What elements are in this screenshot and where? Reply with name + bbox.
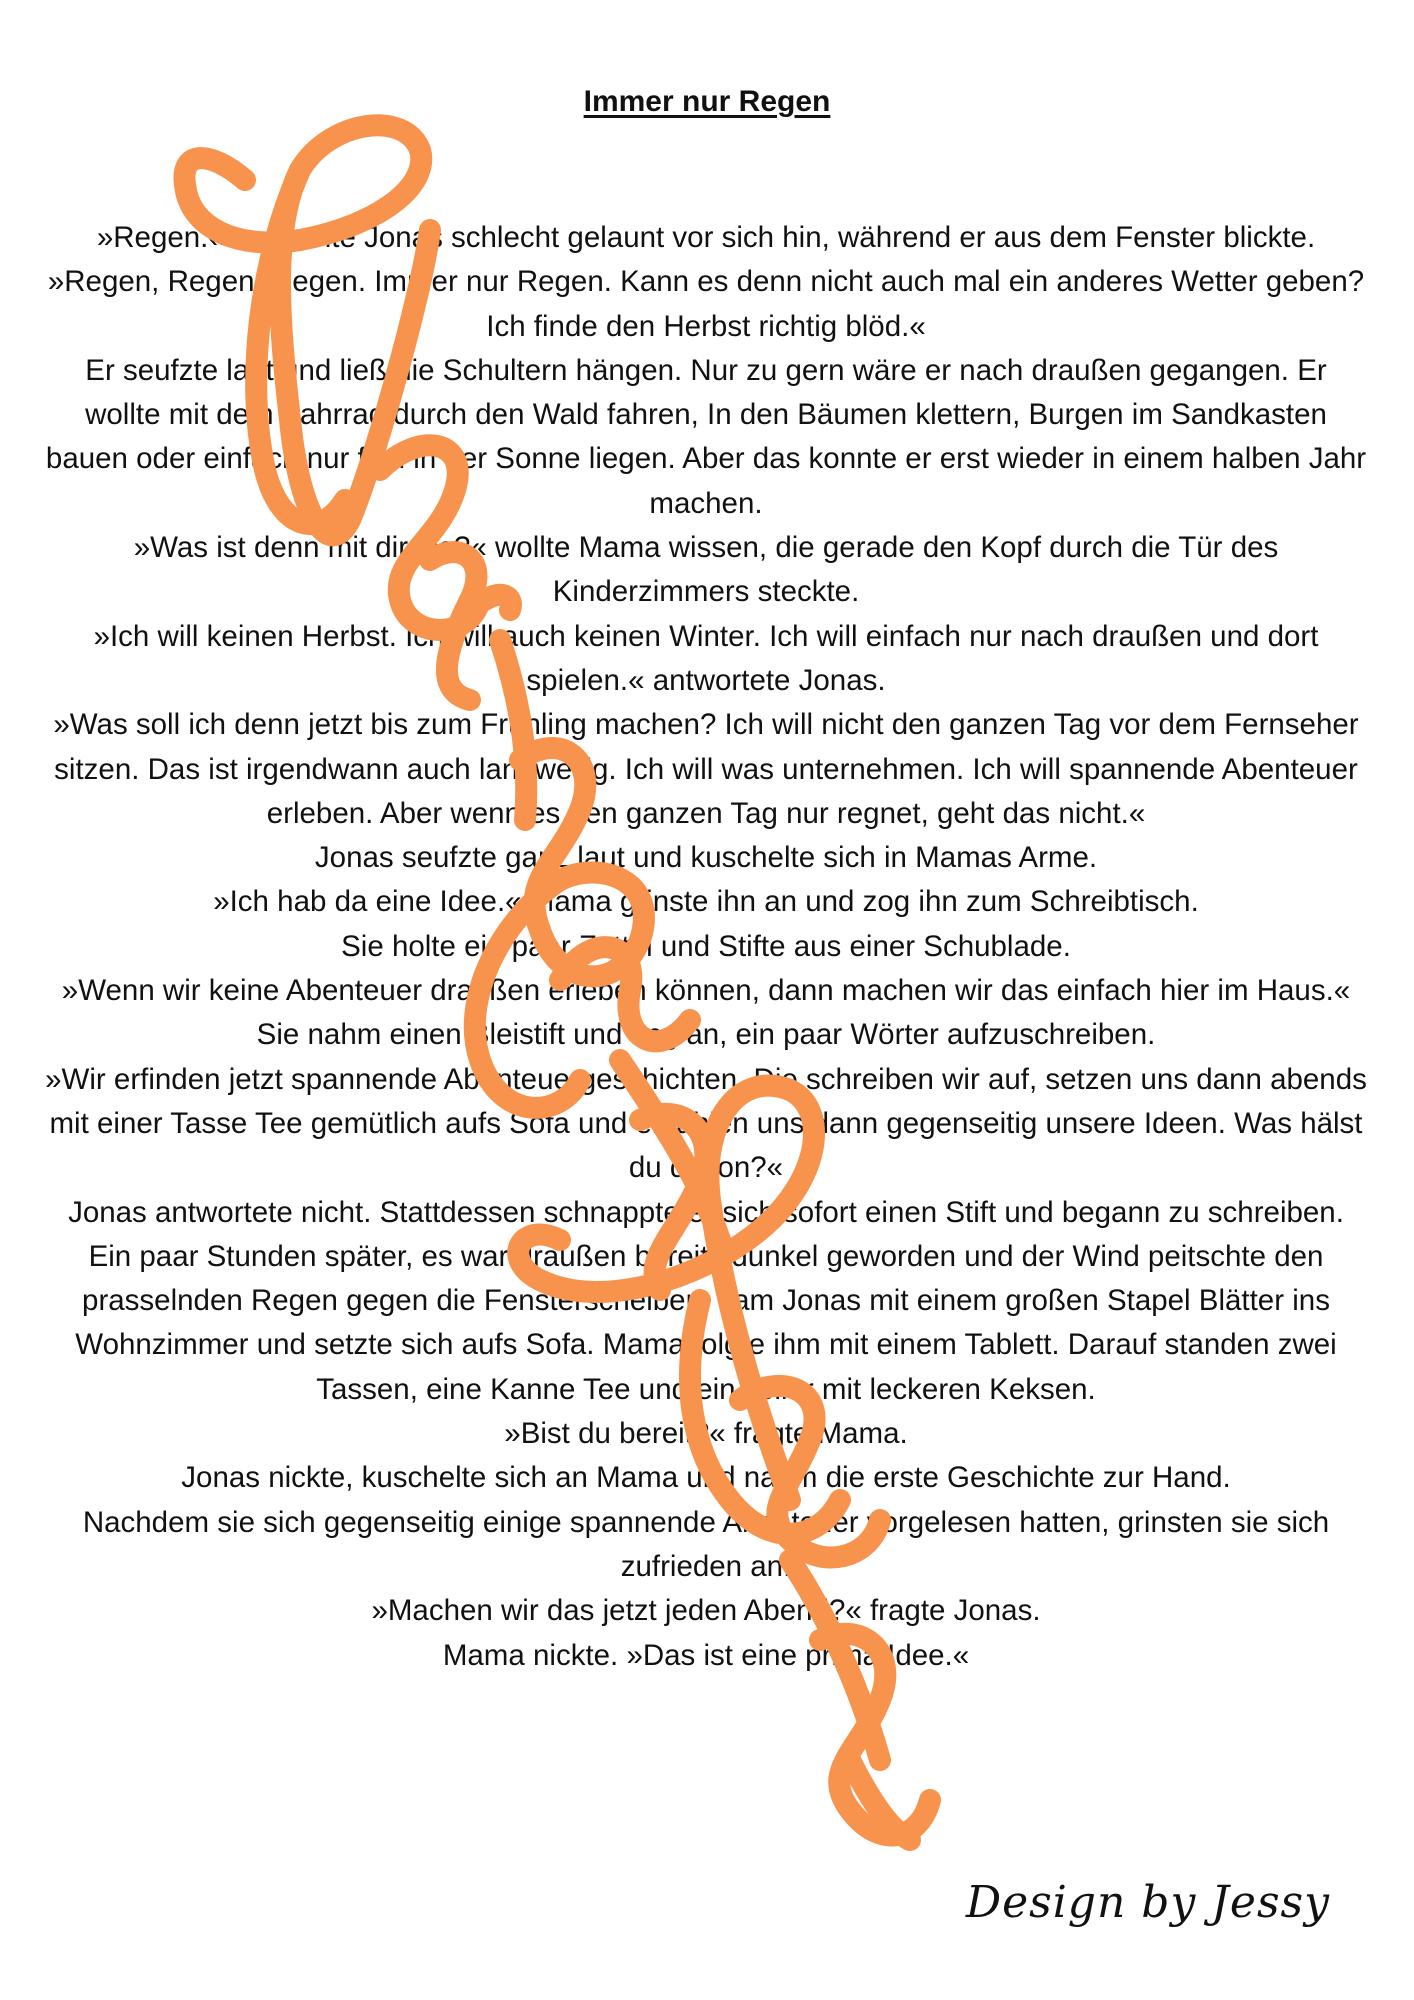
story-paragraph: Nachdem sie sich gegenseitig einige spannende Abenteuer vorgelesen hatten, grinsten sie sich zufrieden an. [82, 1505, 1330, 1583]
story-paragraph: Mama nickte. »Das ist eine prima Idee.« [442, 1638, 970, 1672]
story-paragraph: »Ich will keinen Herbst. Ich will auch keinen Winter. Ich will einfach nur nach draußen und dort spielen.« antwortete Jonas. [93, 619, 1319, 697]
story-paragraph: »Machen wir das jetzt jeden Abend?« fragte Jonas. [371, 1594, 1041, 1628]
story-paragraph: Er seufzte laut und ließ die Schultern hängen. Nur zu gern wäre er nach draußen gegangen. Er wollte mit dem Fahrrad durch den Wald fahren, In den Bäumen klettern, Burgen im Sandkasten bauen oder einfach nur faul in der Sonne liegen. Aber das konnte er erst wieder in einem halben Jahr machen. [45, 353, 1367, 520]
story-paragraph: »Was soll ich denn jetzt bis zum Frühling machen? Ich will nicht den ganzen Tag vor dem Fernseher sitzen. Das ist irgendwann auch langweilig. Ich will was unternehmen. Ich will spannende Abenteuer erleben. Aber wenn es den ganzen Tag nur regnet, geht das nicht.« [53, 708, 1359, 830]
story-paragraph: Sie holte ein paar Zettel und Stifte aus einer Schublade. [341, 929, 1071, 963]
story-paragraph: Jonas nickte, kuschelte sich an Mama und nahm die erste Geschichte zur Hand. [181, 1461, 1231, 1495]
story-paragraph: »Wir erfinden jetzt spannende Abenteuergeschichten. Die schreiben wir auf, setzen uns dann abends mit einer Tasse Tee gemütlich aufs Sofa und erzählen uns dann gegenseitig unsere Ideen. Was hälst du davon?« [45, 1062, 1367, 1185]
story-paragraph: Jonas antwortete nicht. Stattdessen schnappte er sich sofort einen Stift und begann zu schreiben. [68, 1195, 1344, 1229]
story-paragraph: »Regen, Regen, Regen. Immer nur Regen. Kann es denn nicht auch mal ein anderes Wetter geben? Ich finde den Herbst richtig blöd.« [47, 265, 1365, 343]
story-paragraph: »Wenn wir keine Abenteuer draußen erleben können, dann machen wir das einfach hier im Haus.« [61, 974, 1351, 1008]
story-paragraph: »Was ist denn mit dir los?« wollte Mama wissen, die gerade den Kopf durch die Tür des Kinderzimmers steckte. [133, 531, 1279, 609]
story-paragraph: Jonas seufzte ganz laut und kuschelte sich in Mamas Arme. [314, 841, 1098, 875]
story-body [45, 216, 1367, 1678]
story-paragraph: »Regen.« murmelte Jonas schlecht gelaunt vor sich hin, während er aus dem Fenster blickte. [96, 221, 1316, 254]
story-paragraph: »Ich hab da eine Idee.« Mama grinste ihn an und zog ihn zum Schreibtisch. [213, 885, 1199, 919]
story-title: Immer nur Regen [583, 85, 831, 118]
story-paragraph: »Bist du bereit?« fragte Mama. [504, 1417, 908, 1451]
story-paragraph: Sie nahm einen Bleistift und fing an, ein paar Wörter aufzuschreiben. [256, 1018, 1156, 1052]
story-paragraph: Ein paar Stunden später, es war draußen bereits dunkel geworden und der Wind peitschte den prasselnden Regen gegen die Fensterscheiben, kam Jonas mit einem großen Stapel Blätter ins Wohnzimmer und setzte sich aufs Sofa. Mama folgte ihm mit einem Tablett. Darauf standen zwei Tassen, eine Kanne Tee und ein Teller mit leckeren Keksen. [75, 1239, 1337, 1406]
signature-label: Design by Jessy [965, 1877, 1330, 1928]
